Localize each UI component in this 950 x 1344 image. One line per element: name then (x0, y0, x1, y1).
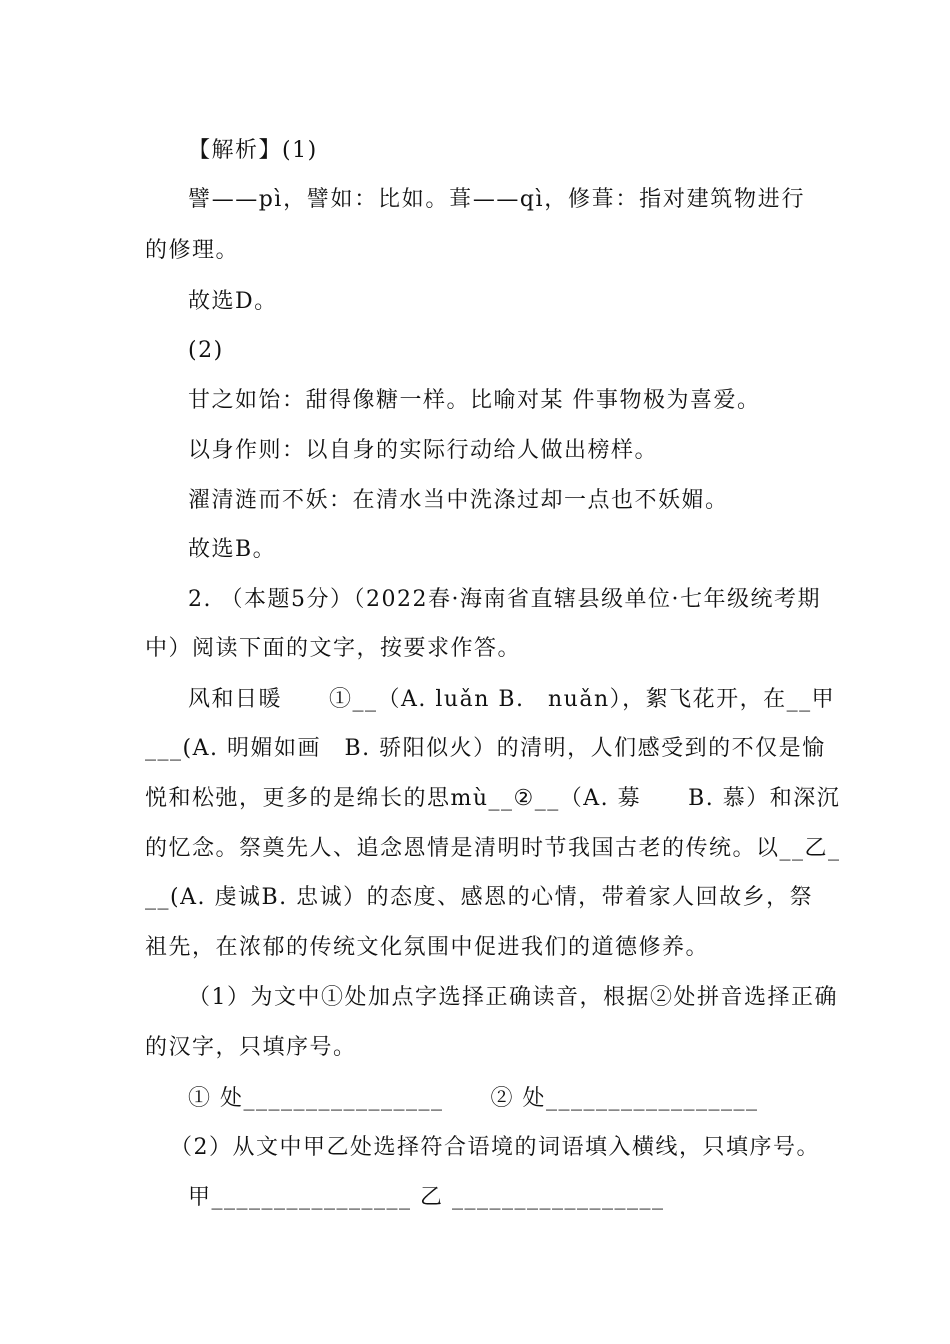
sub-question-1: （1）为文中①处加点字选择正确读音，根据②处拼音选择正确 (188, 985, 838, 1010)
text-line: 譬——pì，譬如：比如。葺——qì，修葺：指对建筑物进行 (188, 187, 805, 212)
answer-line: 故选B。 (188, 537, 277, 562)
sub-question-number: (2) (188, 338, 224, 363)
passage-line: 祖先，在浓郁的传统文化氛围中促进我们的道德修养。 (145, 935, 710, 960)
sub-question-1-cont: 的汉字，只填序号。 (145, 1035, 357, 1060)
answer-line: 故选D。 (188, 289, 278, 314)
text-line: 甘之如饴：甜得像糖一样。比喻对某 件事物极为喜爱。 (188, 388, 761, 413)
question-heading: 2. （本题5分）（2022春·海南省直辖县级单位·七年级统考期 (188, 587, 821, 612)
text-line: 濯清涟而不妖：在清水当中洗涤过却一点也不妖媚。 (188, 488, 729, 513)
passage-line: 的忆念。祭奠先人、追念恩情是清明时节我国古老的传统。以__乙_ (145, 836, 841, 861)
question-instruction: 中）阅读下面的文字，按要求作答。 (145, 636, 522, 661)
text-line: 以身作则：以自身的实际行动给人做出榜样。 (188, 438, 659, 463)
passage-line: ___(A. 明媚如画 B. 骄阳似火）的清明，人们感受到的不仅是愉 (145, 736, 826, 761)
answer-blanks-1: ① 处________________ ② 处_________________ (188, 1086, 759, 1111)
answer-blanks-2: 甲________________ 乙 _________________ (188, 1185, 665, 1210)
passage-line: __(A. 虔诚B. 忠诚）的态度、感恩的心情，带着家人回故乡，祭 (145, 885, 814, 910)
passage-line: 风和日暖 ①__（A. luǎn B. nuǎn），絮飞花开，在__甲 (188, 687, 836, 712)
passage-line: 悦和松弛，更多的是绵长的思mù__②__（A. 募 B. 慕）和深沉 (145, 786, 841, 811)
sub-question-2: （2）从文中甲乙处选择符合语境的词语填入横线，只填序号。 (170, 1135, 820, 1160)
text-line: 的修理。 (145, 238, 240, 263)
analysis-heading: 【解析】(1) (188, 138, 318, 163)
